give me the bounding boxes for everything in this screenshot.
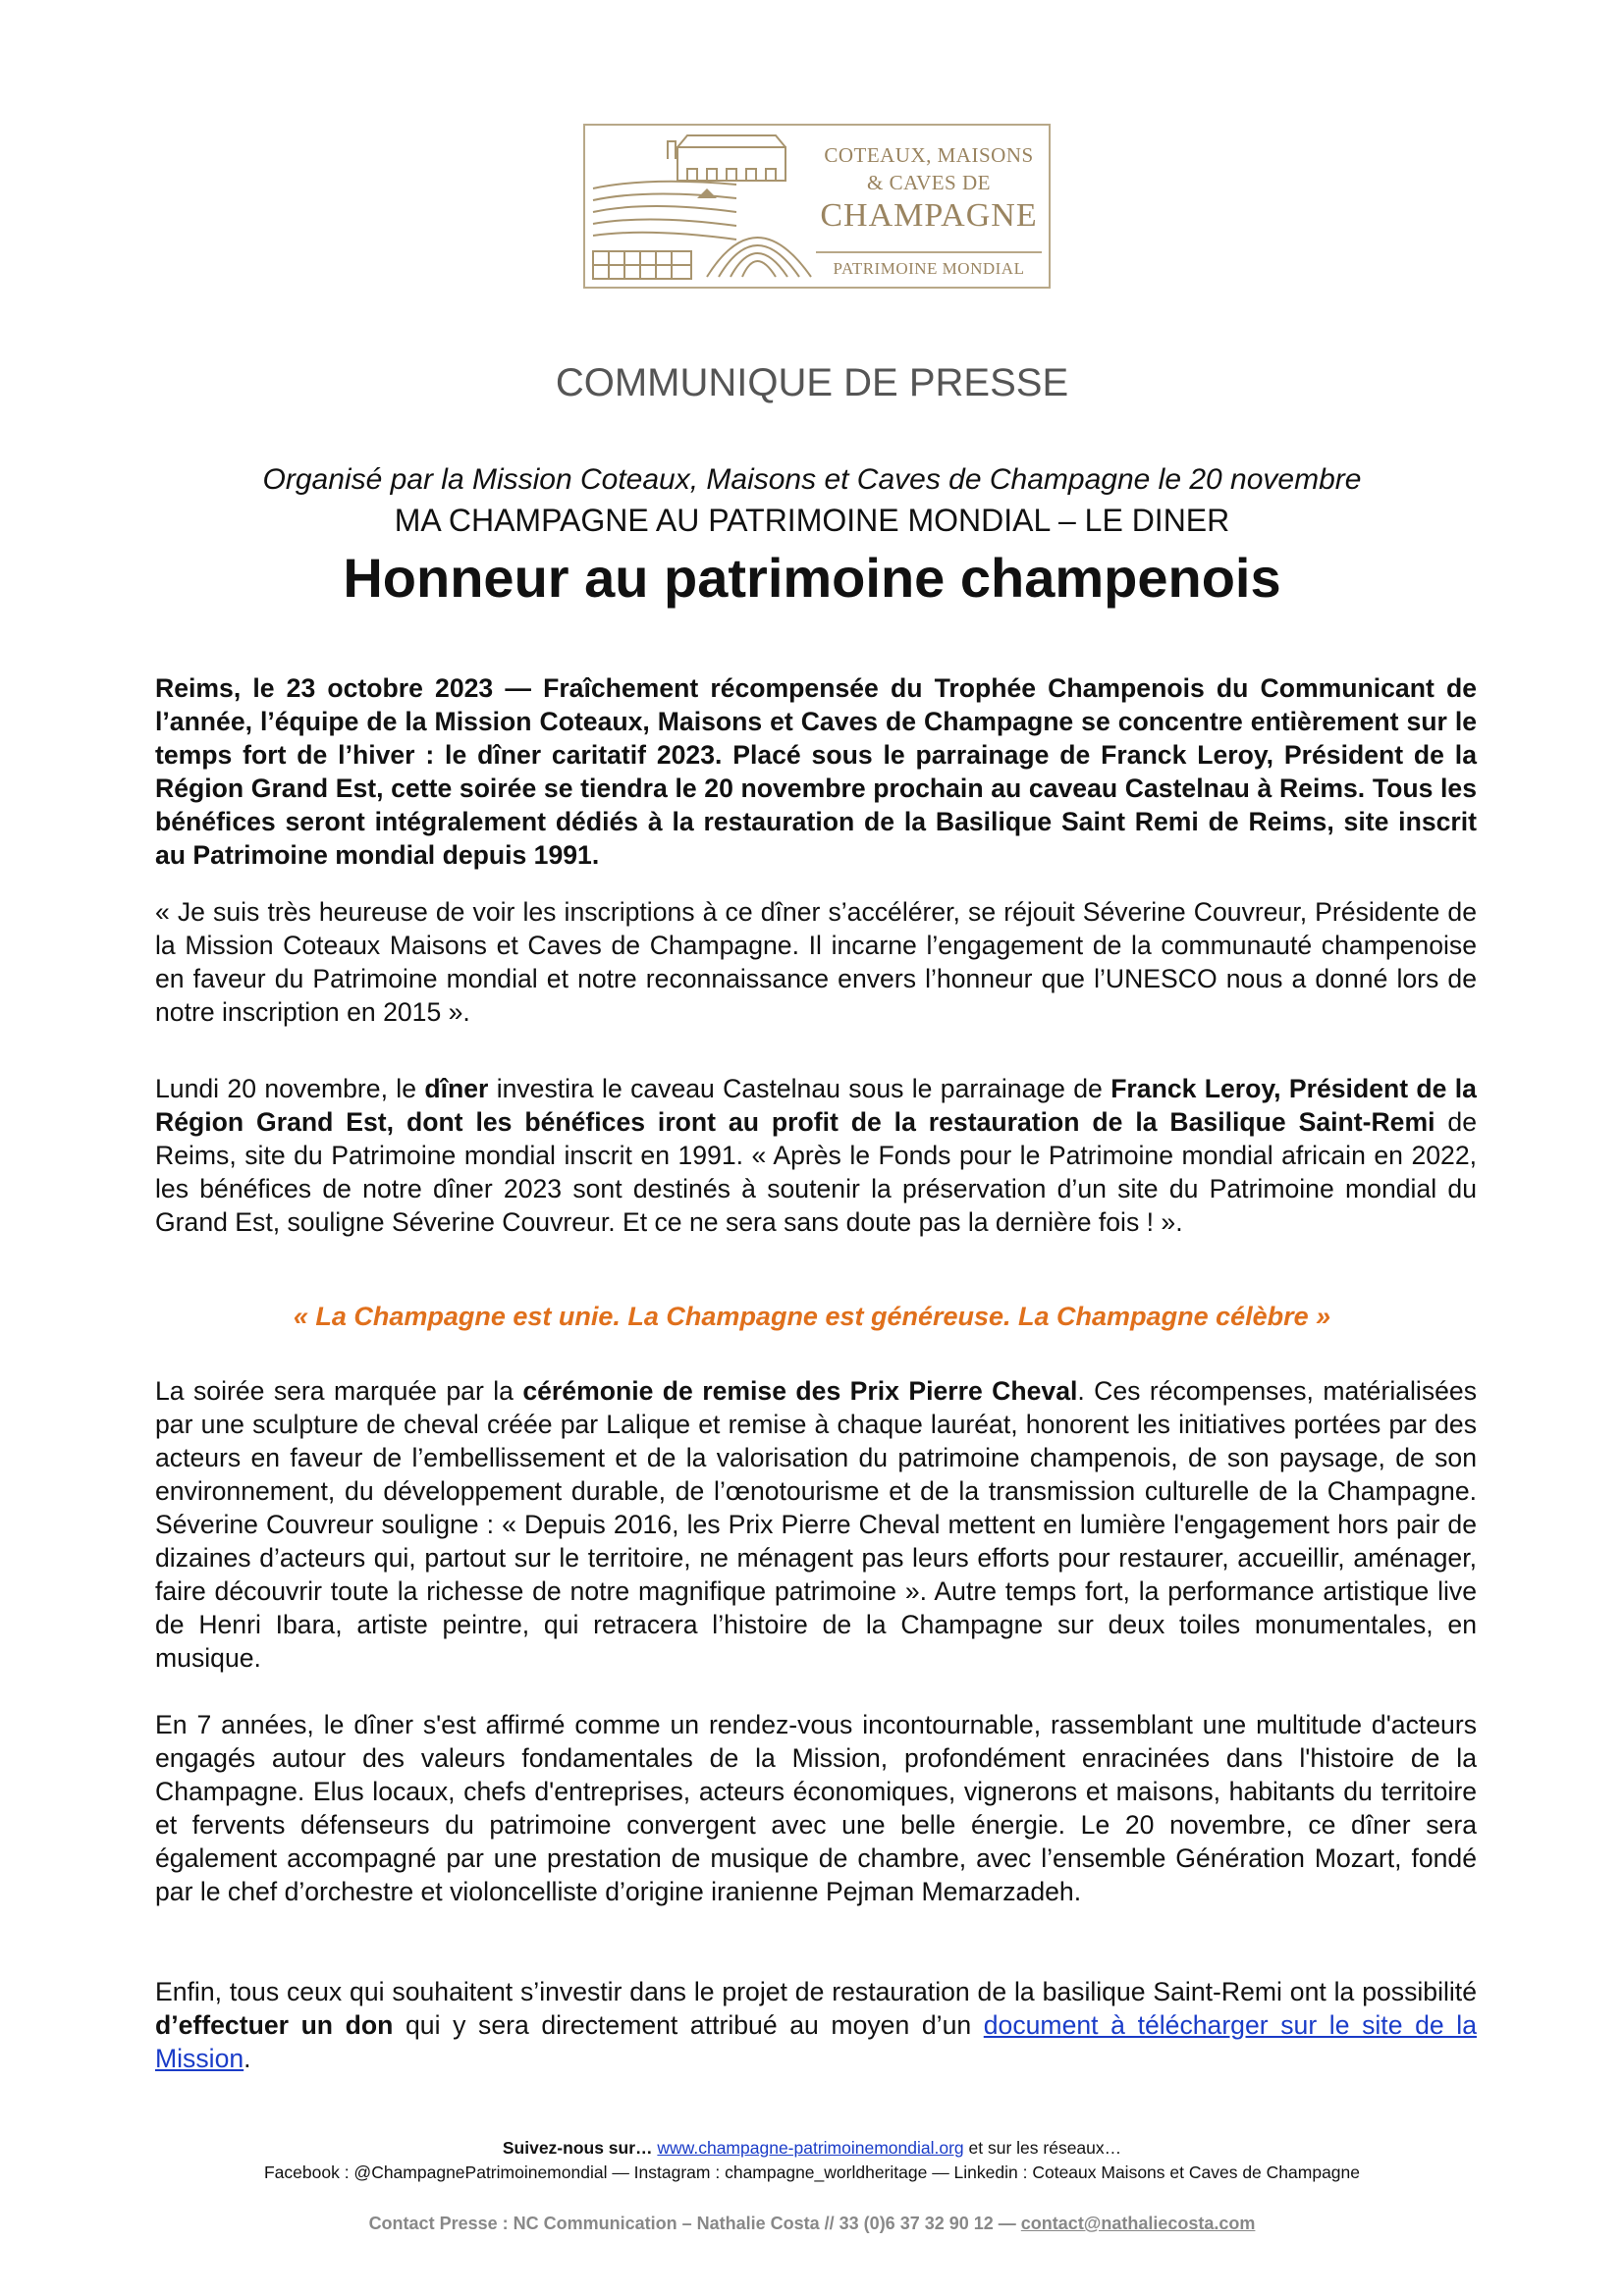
footer-networks: et sur les réseaux… [963,2138,1122,2158]
logo-line-1: COTEAUX, MAISONS [824,143,1034,167]
footer-social: Facebook : @ChampagnePatrimoinemondial — Instagram : champagne_worldheritage — Linkedin : Coteaux Maisons et Caves de Champagne [263,2163,1360,2182]
p4-text-a: La soirée sera marquée par la [155,1376,523,1406]
download-document-link[interactable]: document à télécharger sur le site de la Mission [155,2010,1477,2073]
p3-bold-b: dîner [424,1074,489,1103]
logo-line-4: PATRIMOINE MONDIAL [816,251,1042,279]
p4-text-c: . Ces récompenses, matérialisées par une sculpture de cheval créée par Lalique et remise à chaque lauréat, honorent les initiatives portées par des acteurs en faveur de l’embellissement et de la valorisation du patrimoine champenois, de son paysage, de son environnement, du développement durable, de l’œnotourisme et de la transmission culturelle de la Champagne. Séverine Couvreur souligne : « Depuis 2016, les Prix Pierre Cheval mettent en lumière l'engagement hors pair de dizaines d’acteurs qui, partout sur le territoire, ne ménagent pas leurs efforts pour restaurer, accueillir, aménager, faire découvrir toute la richesse de notre magnifique patrimoine ». Autre temps fort, la performance artistique live de Henri Ibara, artiste peintre, qui retracera l’histoire de la Champagne sur deux toiles monumentales, en musique. [155,1376,1478,1673]
footer-follow [0,2138,1624,2159]
p3-text-c: investira le caveau Castelnau sous le parrainage de [488,1074,1111,1103]
website-link[interactable]: www.champagne-patrimoinemondial.org [657,2138,964,2158]
slogan-quote: « La Champagne est unie. La Champagne est généreuse. La Champagne célèbre » [293,1302,1331,1331]
page-title: COMMUNIQUE DE PRESSE [555,361,1069,404]
mission-logo [583,124,1051,289]
subtitle-italic: Organisé par la Mission Coteaux, Maisons et Caves de Champagne le 20 novembre [262,463,1362,496]
p6-text-a: Enfin, tous ceux qui souhaitent s’investir dans le projet de restauration de la basilique Saint-Remi ont la possibilité [155,1977,1477,2006]
p6-text-d: . [244,2044,251,2073]
p4-bold-b: cérémonie de remise des Prix Pierre Cheval [522,1376,1078,1406]
paragraph-4 [155,1374,1477,1675]
p6-text-c: qui y sera directement attribué au moyen d’un [393,2010,984,2040]
headline: Honneur au patrimoine champenois [343,547,1281,609]
contact-email-link[interactable]: contact@nathaliecosta.com [1020,2214,1256,2233]
p6-bold-b: d’effectuer un don [155,2010,394,2040]
p3-text-e: de Reims, site du Patrimoine mondial inscrit en 1991. « Après le Fonds pour le Patrimoine mondial africain en 2022, les bénéfices de notre dîner 2023 sont destinés à soutenir la préservation d’un site du Patrimoine mondial du Grand Est, souligne Séverine Couvreur. Et ce ne sera sans doute pas la dernière fois ! ». [155,1107,1477,1237]
paragraph-3 [155,1072,1477,1239]
paragraph-2: « Je suis très heureuse de voir les inscriptions à ce dîner s’accélérer, se réjouit Séverine Couvreur, Présidente de la Mission Coteaux Maisons et Caves de Champagne. Il incarne l’engagement de la communauté champenoise en faveur du Patrimoine mondial et notre reconnaissance envers l’honneur que l’UNESCO nous a donné lors de notre inscription en 2015 ». [155,897,1477,1027]
paragraph-1 [155,671,1477,872]
footer-contact [0,2214,1624,2234]
subtitle: MA CHAMPAGNE AU PATRIMOINE MONDIAL – LE DINER [394,503,1230,538]
paragraph-1-text: Reims, le 23 octobre 2023 — Fraîchement récompensée du Trophée Champenois du Communicant de l’année, l’équipe de la Mission Coteaux, Maisons et Caves de Champagne se concentre entièrement sur le temps fort de l’hiver : le dîner caritatif 2023. Placé sous le parrainage de Franck Leroy, Président de la Région Grand Est, cette soirée se tiendra le 20 novembre prochain au caveau Castelnau à Reims. Tous les bénéfices seront intégralement dédiés à la restauration de la Basilique Saint Remi de Reims, site inscrit au Patrimoine mondial depuis 1991. [155,673,1477,870]
paragraph-6 [155,1975,1477,2075]
logo-line-3: CHAMPAGNE [820,197,1038,234]
paragraph-5: En 7 années, le dîner s'est affirmé comme un rendez-vous incontournable, rassemblant une multitude d'acteurs engagés autour des valeurs fondamentales de la Mission, profondément enracinées dans l'histoire de la Champagne. Elus locaux, chefs d'entreprises, acteurs économiques, vignerons et maisons, habitants du territoire et fervents défenseurs du patrimoine convergent avec une belle énergie. Le 20 novembre, ce dîner sera également accompagné par une prestation de musique de chambre, avec l’ensemble Génération Mozart, fondé par le chef d’orchestre et violoncelliste d’origine iranienne Pejman Memarzadeh. [155,1710,1477,1906]
contact-text: Contact Presse : NC Communication – Nathalie Costa // 33 (0)6 37 32 90 12 — [368,2214,1021,2233]
footer-follow-label: Suivez-nous sur… [502,2138,653,2158]
logo-line-2: & CAVES DE [867,171,991,194]
p3-bold-d: Franck Leroy, Président de la Région Grand Est, dont les bénéfices iront au profit de la restauration de la Basilique Saint-Remi [155,1074,1477,1137]
vineyard-illustration-icon [589,130,813,285]
p3-text-a: Lundi 20 novembre, le [155,1074,425,1103]
